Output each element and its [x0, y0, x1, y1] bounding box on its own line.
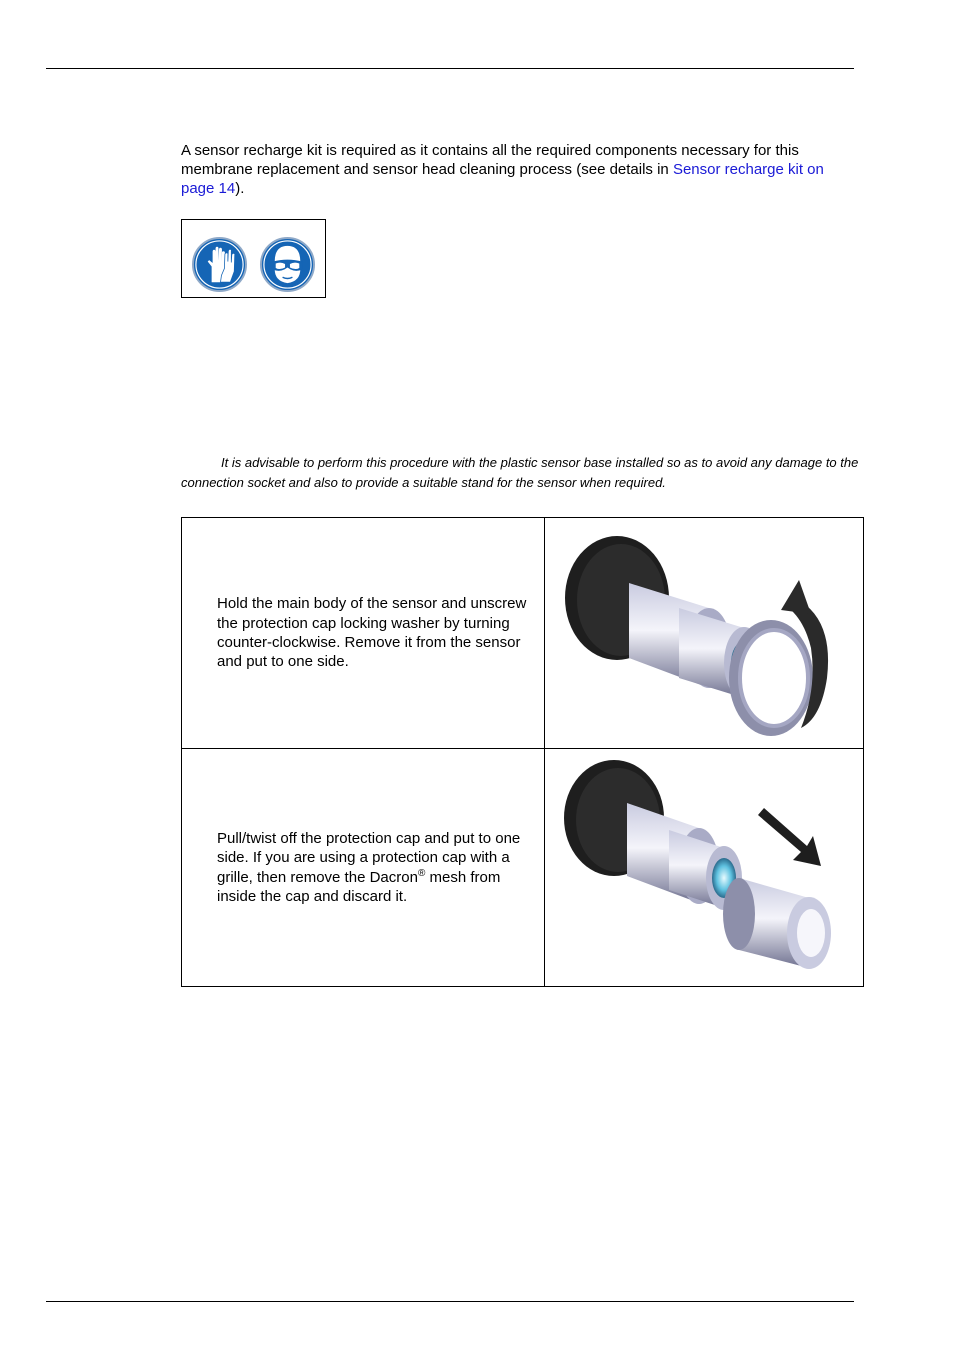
step-2-text-part-2: mesh from inside the cap and discard it.: [217, 868, 501, 905]
sensor-unscrew-washer-illustration: [559, 528, 849, 738]
step-1-text-cell: [182, 518, 545, 749]
footer-rule: [46, 1301, 854, 1302]
intro-text: A sensor recharge kit is required as it contains all the required components necessary for this membrane replacement and sensor head cleaning process (see details in: [181, 142, 799, 178]
gloves-icon: [191, 236, 248, 293]
sensor-remove-cap-illustration: [559, 758, 849, 978]
registered-mark: ®: [417, 867, 426, 879]
step-1-image-cell: [545, 518, 864, 749]
note-text: It is advisable to perform this procedure with the plastic sensor base installed so as to avoid any damage to the connection socket and also to provide a suitable stand for the sensor when required.: [181, 455, 859, 490]
intro-paragraph: [181, 141, 861, 198]
step-2-image-cell: [545, 749, 864, 987]
procedure-steps-table: [181, 517, 864, 987]
step-row-1: [182, 518, 864, 749]
header-rule: [46, 68, 854, 69]
intro-text-end: ).: [235, 180, 245, 197]
step-1-text: Hold the main body of the sensor and unscrew the protection cap locking washer by turning counter-clockwise. Remove it from the sensor and put to one side.: [217, 595, 527, 671]
step-2-text: [217, 829, 536, 906]
safety-goggles-icon: [259, 236, 316, 293]
step-row-2: [182, 749, 864, 987]
step-2-text-part-1: Pull/twist off the protection cap and put to one side. If you are using a protection cap with a grille, then remove the Dacron: [217, 829, 521, 886]
note-paragraph: [181, 453, 861, 492]
sensor-recharge-kit-link[interactable]: Sensor recharge kit on page 14: [181, 161, 824, 197]
ppe-icons-box: [181, 219, 326, 298]
step-2-text-cell: [182, 749, 545, 987]
